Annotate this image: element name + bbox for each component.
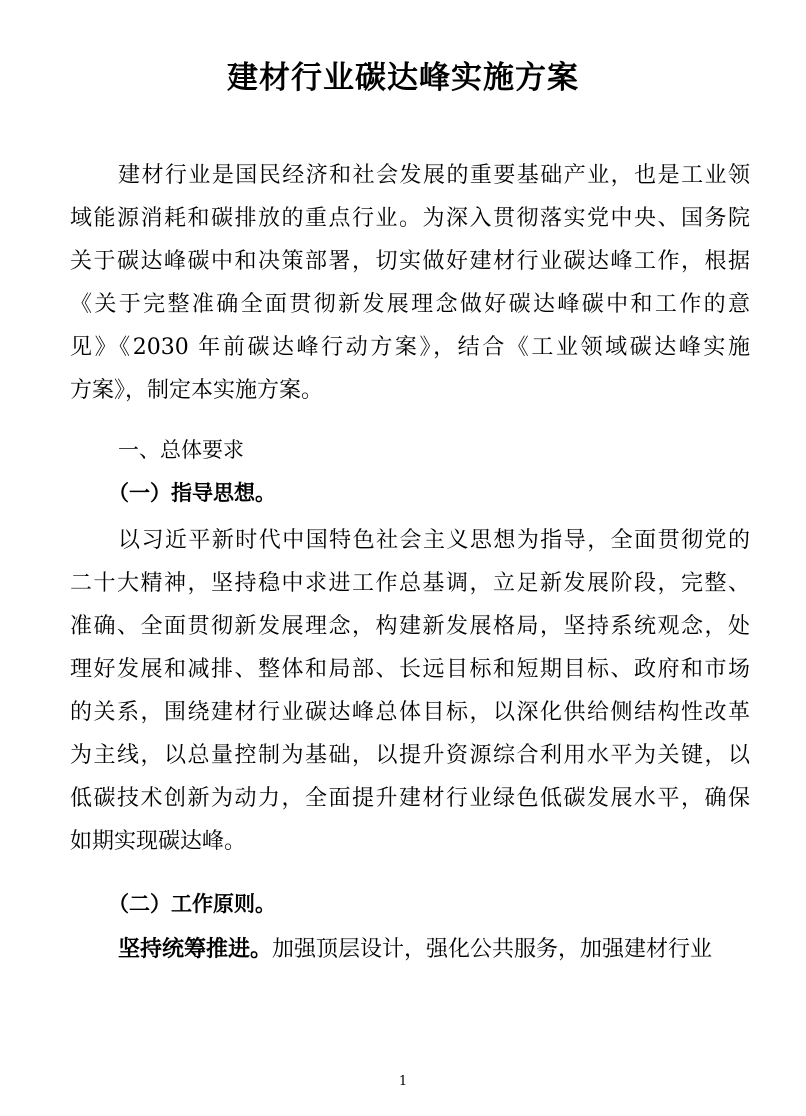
- principle-line: [118, 930, 750, 970]
- principle-text: 加强顶层设计，强化公共服务，加强建材行业: [272, 937, 713, 962]
- subsection-heading: （二）工作原则。: [108, 892, 276, 916]
- intro-line: 《关于完整准确全面贯彻新发展理念做好碳达峰碳中和工作的意: [70, 292, 750, 317]
- guiding-line: 准确、全面贯彻新发展理念，构建新发展格局，坚持系统观念，处: [70, 614, 750, 639]
- guiding-line: 以习近平新时代中国特色社会主义思想为指导，全面贯彻党的: [118, 528, 750, 553]
- guiding-line: 理好发展和减排、整体和局部、长远目标和短期目标、政府和市场: [70, 657, 750, 682]
- subsection-heading: （一）指导思想。: [108, 481, 276, 505]
- guiding-line: 为主线，以总量控制为基础，以提升资源综合利用水平为关键，以: [70, 743, 750, 768]
- intro-line: 见》《2030 年前碳达峰行动方案》，结合《工业领域碳达峰实施: [70, 335, 750, 360]
- guiding-line: 二十大精神，坚持稳中求进工作总基调，立足新发展阶段，完整、: [70, 571, 750, 596]
- intro-line: 方案》，制定本实施方案。: [70, 378, 324, 403]
- page-number: 1: [398, 1074, 408, 1089]
- page-title: 建材行业碳达峰实施方案: [227, 60, 579, 96]
- principle-lead: 坚持统筹推进。: [118, 937, 273, 962]
- guiding-line: 低碳技术创新为动力，全面提升建材行业绿色低碳发展水平，确保: [70, 786, 750, 811]
- intro-line: 关于碳达峰碳中和决策部署，切实做好建材行业碳达峰工作，根据: [70, 249, 750, 274]
- intro-line: 域能源消耗和碳排放的重点行业。为深入贯彻落实党中央、国务院: [70, 206, 750, 231]
- section-heading: 一、总体要求: [118, 438, 244, 462]
- intro-line: 建材行业是国民经济和社会发展的重要基础产业，也是工业领: [118, 163, 750, 188]
- guiding-line: 如期实现碳达峰。: [70, 829, 247, 854]
- guiding-line: 的关系，围绕建材行业碳达峰总体目标，以深化供给侧结构性改革: [70, 700, 750, 725]
